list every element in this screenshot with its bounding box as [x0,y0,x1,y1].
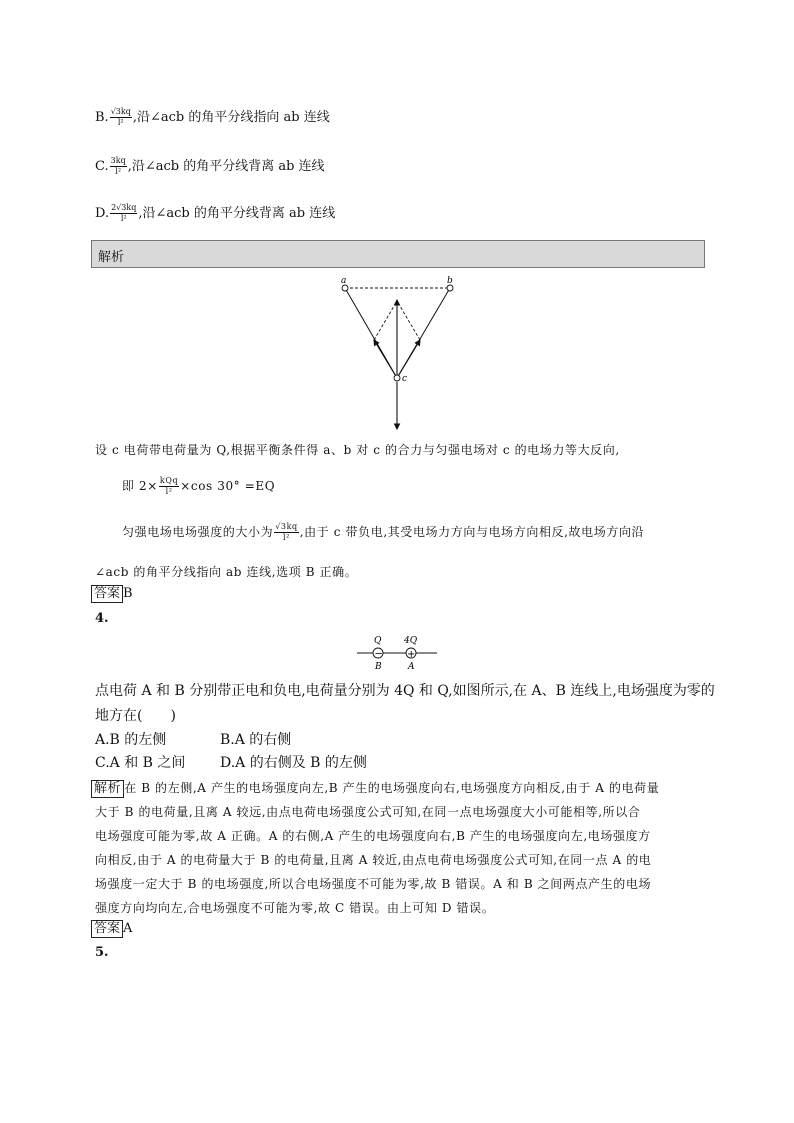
force-vector-right [397,340,420,378]
field-strength-fraction: $\frac{√3kq}{\text{l²}}$ [275,522,298,542]
q4-analysis-line: 向相反,由于 A 的电荷量大于 B 的电荷量,且离 A 较近,由点电荷电场强度公式可知,在同一点 A 的电 [95,853,652,867]
q4-option-a: A.B 的左侧 [95,732,167,748]
q4-analysis-line: 电场强度可能为零,故 A 正确。A 的右侧,A 产生的电场强度向右,B 产生的电场强度向左,电场强度方 [95,829,651,843]
q4-option-b: B.A 的右侧 [220,732,292,748]
solution-line-4: ∠acb 的角平分线指向 ab 连线,选项 B 正确。 [95,565,358,579]
q4-charge-diagram [355,632,440,672]
answer-q3 [91,585,133,603]
answer-value-q4: A [123,921,133,936]
solution-equation: 即 2× $\frac{\text{kQq}}{\text{l²}}$ ×cos 30° =EQ [122,476,276,496]
solution-line-3: 匀强电场电场强度的大小为 $\frac{√3kq}{\text{l²}}$ ,由于 c 带负电,其受电场力方向与电场方向相反,故电场方向沿 [122,522,645,542]
option-c: C. $\frac{3kq}{\text{l²}}$ ,沿∠acb 的角平分线背离 ab 连线 [95,156,325,176]
answer-label-q4: 答案 [91,920,123,938]
q4-stem-line-1: 点电荷 A 和 B 分别带正电和负电,电荷量分别为 4Q 和 Q,如图所示,在 A、B 连线上,电场强度为零的 [95,683,715,699]
q4-option-c: C.A 和 B 之间 [95,755,186,771]
q4-analysis [91,776,711,920]
charge-c [394,375,400,381]
plus-sign: + [407,649,416,660]
label-b: b [447,276,453,286]
q4-analysis-line: 场强度一定大于 B 的电场强度,所以合电场强度不可能为零,故 B 错误。A 和 B 之间两点产生的电场 [95,877,652,891]
label-a: a [341,276,347,286]
dashed-parallelogram-right [397,301,420,340]
label-q-top: Q [374,636,382,646]
q4-analysis-line: 强度方向均向左,合电场强度不可能为零,故 C 错误。由上可知 D 错误。 [95,901,495,915]
q4-stem-line-2: 地方在( ) [95,708,176,724]
answer-q4 [91,920,132,938]
option-d: D. $\frac{2√3kq}{\text{l²}}$ ,沿∠acb 的角平分线背离 ab 连线 [95,203,336,223]
solution-line-1: 设 c 电荷带电荷量为 Q,根据平衡条件得 a、b 对 c 的合力与匀强电场对 c 的电场力等大反向, [95,443,620,457]
q4-analysis-line: 大于 B 的电荷量,且离 A 较远,由点电荷电场强度公式可知,在同一点电场强度大小可能相等,所以合 [95,805,641,819]
option-d-fraction: $\frac{2√3kq}{\text{l²}}$ [111,203,137,223]
label-4q-top: 4Q [404,636,418,646]
analysis-header-text: 解析 [98,250,125,265]
q4-analysis-label: 解析 [91,780,124,798]
q4-number: 4. [95,611,109,626]
equation-fraction: $\frac{\text{kQq}}{\text{l²}}$ [159,476,179,496]
analysis-header-bar [91,240,705,268]
option-b-fraction: $\frac{√3kq}{\text{l²}}$ [110,107,131,127]
force-diagram [330,274,470,434]
force-vector-left [374,340,397,378]
option-b: B. $\frac{√3kq}{\text{l²}}$ ,沿∠acb 的角平分线指向 ab 连线 [95,107,330,127]
label-b-bottom: B [375,662,382,672]
dashed-parallelogram-left [374,301,397,340]
option-c-fraction: $\frac{3kq}{\text{l²}}$ [110,156,126,176]
label-a-bottom: A [408,662,415,672]
q4-analysis-line: 解析 在 B 的左侧,A 产生的电场强度向左,B 产生的电场强度向右,电场强度方向相反,由于 A 的电荷量 [91,776,711,800]
label-c: c [402,374,408,384]
minus-sign: − [374,648,383,660]
q5-number: 5. [95,945,109,960]
q4-option-d: D.A 的右侧及 B 的左侧 [220,755,367,771]
answer-value: B [123,586,133,601]
answer-label: 答案 [91,585,123,603]
